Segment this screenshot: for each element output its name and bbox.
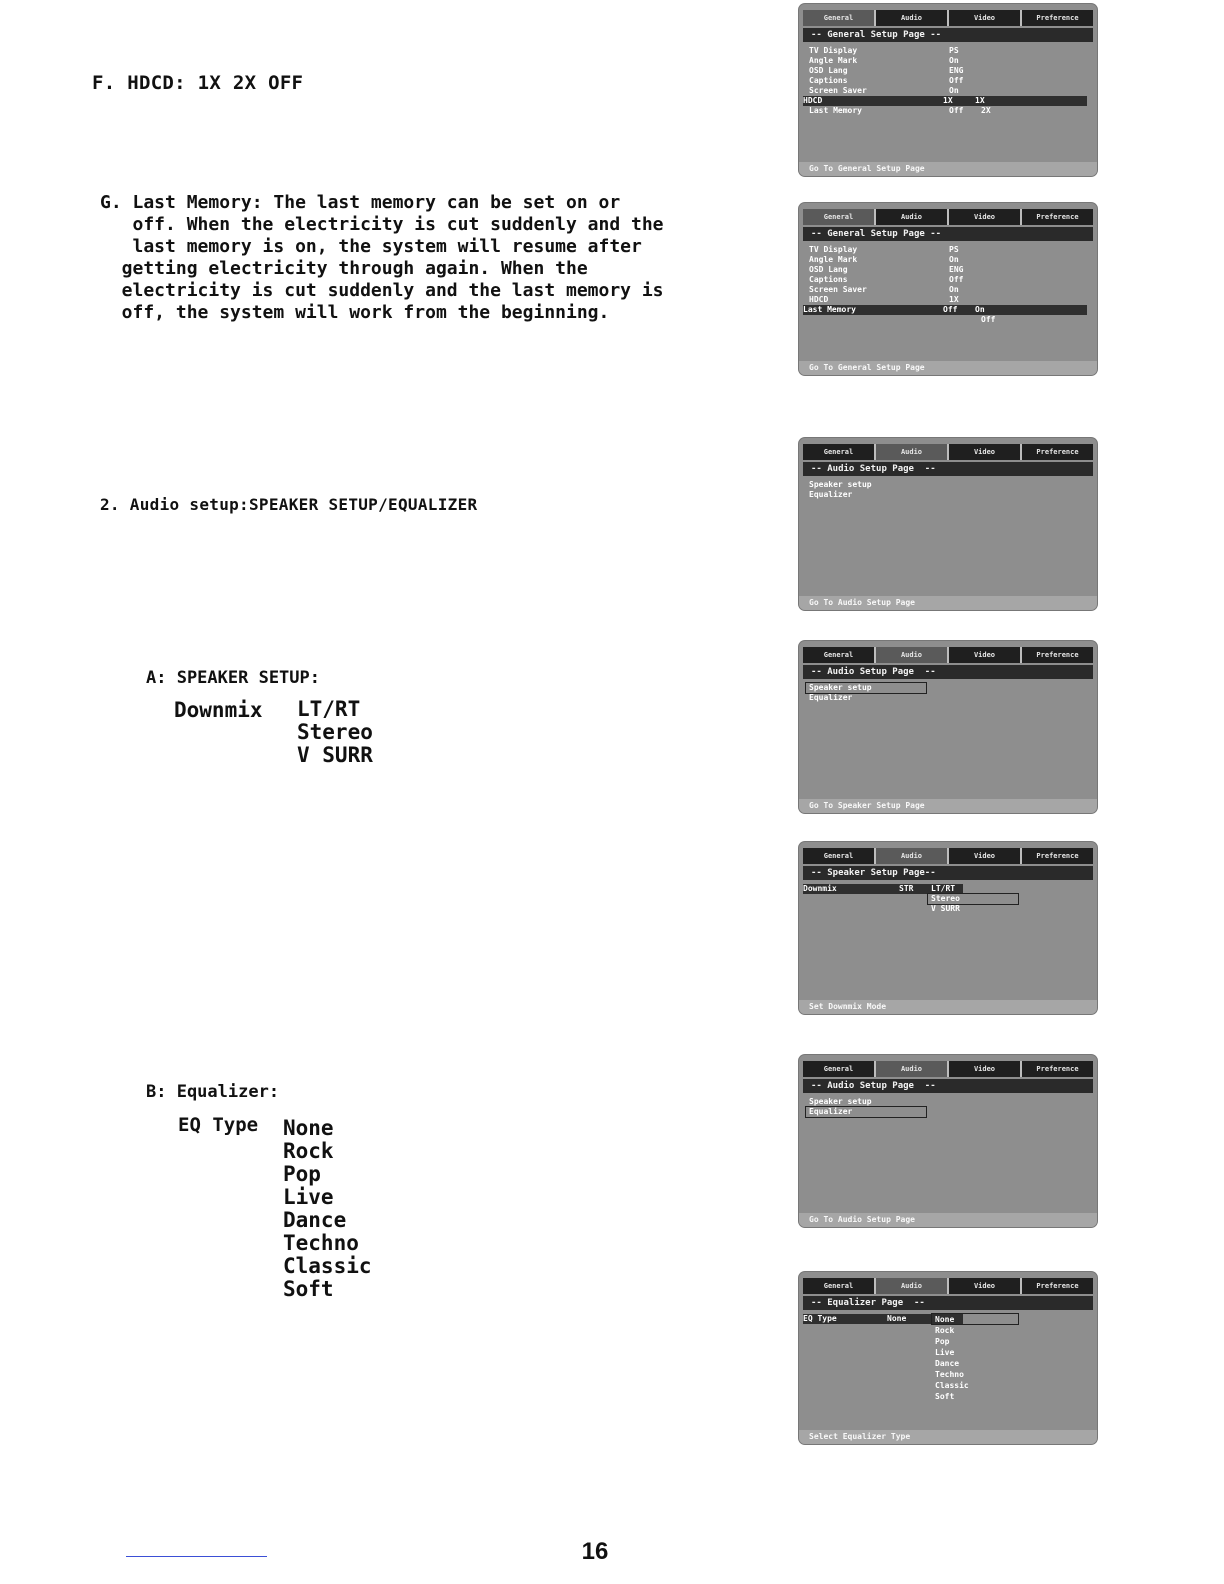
- row-label: TV Display: [809, 46, 858, 55]
- list-item: Rock: [935, 1326, 955, 1335]
- row-label: OSD Lang: [809, 66, 848, 75]
- list-item: None: [935, 1315, 955, 1324]
- list-item: Pop: [283, 1162, 321, 1186]
- list-item: V SURR: [931, 904, 960, 913]
- tab-video: Video: [949, 444, 1020, 460]
- tab-preference: Preference: [1022, 209, 1093, 225]
- osd-menu-row: [809, 76, 1093, 86]
- row-value: On: [949, 56, 959, 65]
- speaker-setup-heading: A: SPEAKER SETUP:: [146, 668, 320, 688]
- tab-general: General: [803, 1278, 874, 1294]
- osd-status-bar: Select Equalizer Type: [799, 1430, 1097, 1444]
- osd-tab-bar: [803, 209, 1093, 225]
- selection-box: [805, 1106, 927, 1118]
- row-value: ENG: [949, 265, 964, 274]
- osd-menu-row: [809, 46, 1093, 56]
- list-item: LT/RT: [297, 697, 361, 721]
- osd-status-bar: Go To Audio Setup Page: [799, 1213, 1097, 1227]
- list-item: Rock: [283, 1139, 334, 1163]
- osd-page-header: -- General Setup Page --: [803, 227, 1093, 241]
- list-item: Soft: [283, 1277, 334, 1301]
- paragraph-line: off. When the electricity is cut suddenly and the: [100, 214, 664, 235]
- osd-screen-equalizer: [799, 1272, 1097, 1444]
- row-option: 1X: [975, 96, 985, 105]
- osd-tab-bar: [803, 647, 1093, 663]
- osd-menu-row: [809, 490, 1093, 500]
- paragraph-line: off, the system will work from the beginning.: [100, 302, 610, 323]
- osd-page-header: -- Audio Setup Page --: [803, 1079, 1093, 1093]
- tab-general: General: [803, 1061, 874, 1077]
- osd-menu-row: [809, 56, 1093, 66]
- tab-preference: Preference: [1022, 1278, 1093, 1294]
- osd-page-header: -- Audio Setup Page --: [803, 462, 1093, 476]
- row-label: Speaker setup: [809, 480, 872, 489]
- row-label: Last Memory: [809, 106, 862, 115]
- tab-video: Video: [949, 1061, 1020, 1077]
- row-label: Speaker setup: [809, 683, 872, 692]
- osd-screen-hdcd: [799, 4, 1097, 176]
- tab-general: General: [803, 444, 874, 460]
- list-item: Techno: [283, 1231, 359, 1255]
- paragraph-line: electricity is cut suddenly and the last memory is: [100, 280, 664, 301]
- osd-menu-row: [809, 315, 1093, 325]
- row-label: HDCD: [809, 295, 829, 304]
- row-label: Angle Mark: [809, 255, 858, 264]
- list-item: Classic: [935, 1381, 969, 1390]
- osd-tab-bar: [803, 848, 1093, 864]
- tab-audio: Audio: [876, 10, 947, 26]
- paragraph-line: G. Last Memory: The last memory can be set on or: [100, 192, 621, 213]
- list-item: Stereo: [297, 720, 373, 744]
- osd-tab-bar: [803, 10, 1093, 26]
- osd-page-header: -- Speaker Setup Page--: [803, 866, 1093, 880]
- osd-menu: [803, 46, 1093, 116]
- osd-menu-row-selected: [803, 305, 1087, 315]
- eq-options: [283, 1117, 372, 1301]
- row-value: Off: [949, 106, 964, 115]
- osd-menu-row: [809, 265, 1093, 275]
- paragraph-line: last memory is on, the system will resume after: [100, 236, 642, 257]
- selection-box: [927, 893, 1019, 905]
- osd-screen-speaker-setup: [799, 842, 1097, 1014]
- osd-menu-row: [809, 285, 1093, 295]
- row-value: On: [949, 86, 959, 95]
- row-label: Captions: [809, 275, 848, 284]
- tab-general: General: [803, 848, 874, 864]
- osd-screen-equalizer-select: [799, 1055, 1097, 1227]
- tab-general: General: [803, 209, 874, 225]
- row-label: Downmix: [803, 884, 837, 893]
- osd-page-header: -- Audio Setup Page --: [803, 665, 1093, 679]
- last-memory-paragraph: [100, 192, 664, 324]
- tab-video: Video: [949, 848, 1020, 864]
- tab-audio: Audio: [876, 444, 947, 460]
- list-item: None: [283, 1116, 334, 1140]
- row-value: On: [949, 255, 959, 264]
- osd-screen-audio-setup: [799, 438, 1097, 610]
- osd-menu-row: [809, 106, 1093, 116]
- list-item: Live: [935, 1348, 955, 1357]
- row-label: Equalizer: [809, 1107, 853, 1116]
- row-label: EQ Type: [803, 1314, 837, 1323]
- osd-menu: [803, 884, 1093, 944]
- tab-video: Video: [949, 647, 1020, 663]
- row-label: Captions: [809, 76, 848, 85]
- tab-audio: Audio: [876, 647, 947, 663]
- row-value: PS: [949, 46, 959, 55]
- osd-menu: [803, 1314, 1093, 1409]
- tab-preference: Preference: [1022, 848, 1093, 864]
- row-value: STR: [899, 884, 914, 893]
- osd-page-header: -- General Setup Page --: [803, 28, 1093, 42]
- tab-video: Video: [949, 209, 1020, 225]
- tab-video: Video: [949, 1278, 1020, 1294]
- tab-preference: Preference: [1022, 444, 1093, 460]
- row-label: Speaker setup: [809, 1097, 872, 1106]
- row-value: Off: [943, 305, 958, 314]
- tab-video: Video: [949, 10, 1020, 26]
- osd-menu-row: [809, 66, 1093, 76]
- tab-preference: Preference: [1022, 10, 1093, 26]
- selection-box: [931, 1313, 1019, 1325]
- osd-menu-row: [809, 255, 1093, 265]
- row-value: Off: [949, 76, 964, 85]
- eq-type-label: EQ Type: [178, 1114, 259, 1136]
- selection-box: [805, 682, 927, 694]
- row-value: 1X: [949, 295, 959, 304]
- tab-preference: Preference: [1022, 1061, 1093, 1077]
- row-value: Off: [949, 275, 964, 284]
- page-number: 16: [581, 1538, 609, 1565]
- list-item: Classic: [283, 1254, 372, 1278]
- row-value: None: [887, 1314, 907, 1323]
- osd-menu-row-selected: [803, 96, 1087, 106]
- footer-rule: [126, 1556, 267, 1557]
- equalizer-heading: B: Equalizer:: [146, 1082, 280, 1102]
- list-item: Stereo: [931, 894, 960, 903]
- row-label: Equalizer: [809, 490, 853, 499]
- row-option: 2X: [981, 106, 991, 115]
- osd-status-bar: Set Downmix Mode: [799, 1000, 1097, 1014]
- list-item: V SURR: [297, 743, 373, 767]
- osd-status-bar: Go To General Setup Page: [799, 162, 1097, 176]
- osd-menu-row: [809, 275, 1093, 285]
- tab-audio: Audio: [876, 1278, 947, 1294]
- osd-status-bar: Go To General Setup Page: [799, 361, 1097, 375]
- list-item: Soft: [935, 1392, 955, 1401]
- row-option: Off: [981, 315, 996, 324]
- osd-tab-bar: [803, 444, 1093, 460]
- row-label: Last Memory: [803, 305, 856, 314]
- osd-screen-speaker-select: [799, 641, 1097, 813]
- hdcd-heading: F. HDCD: 1X 2X OFF: [92, 72, 304, 94]
- list-item: Dance: [283, 1208, 347, 1232]
- list-item: LT/RT: [931, 884, 956, 893]
- tab-audio: Audio: [876, 848, 947, 864]
- row-value: ENG: [949, 66, 964, 75]
- osd-menu-row: [809, 693, 1093, 703]
- row-label: Equalizer: [809, 693, 853, 702]
- row-label: Screen Saver: [809, 285, 867, 294]
- tab-preference: Preference: [1022, 647, 1093, 663]
- osd-tab-bar: [803, 1061, 1093, 1077]
- row-value: PS: [949, 245, 959, 254]
- osd-tab-bar: [803, 1278, 1093, 1294]
- downmix-options: [297, 698, 373, 767]
- row-label: TV Display: [809, 245, 858, 254]
- tab-general: General: [803, 10, 874, 26]
- osd-option-list: [935, 1314, 969, 1402]
- osd-menu: [809, 683, 1093, 703]
- row-option: On: [975, 305, 985, 314]
- paragraph-line: getting electricity through again. When the: [100, 258, 588, 279]
- osd-screen-last-memory: [799, 203, 1097, 375]
- list-item: Pop: [935, 1337, 950, 1346]
- row-label: Angle Mark: [809, 56, 858, 65]
- osd-menu: [809, 1097, 1093, 1117]
- row-label: OSD Lang: [809, 265, 848, 274]
- row-label: Screen Saver: [809, 86, 867, 95]
- osd-menu-row: [809, 245, 1093, 255]
- tab-general: General: [803, 647, 874, 663]
- osd-menu-row: [809, 86, 1093, 96]
- osd-menu: [803, 245, 1093, 325]
- list-item: Techno: [935, 1370, 964, 1379]
- row-value: On: [949, 285, 959, 294]
- osd-page-header: -- Equalizer Page --: [803, 1296, 1093, 1310]
- tab-audio: Audio: [876, 1061, 947, 1077]
- osd-menu-row: [809, 295, 1093, 305]
- osd-menu-row: [809, 480, 1093, 490]
- osd-status-bar: Go To Speaker Setup Page: [799, 799, 1097, 813]
- osd-status-bar: Go To Audio Setup Page: [799, 596, 1097, 610]
- audio-setup-heading: 2. Audio setup:SPEAKER SETUP/EQUALIZER: [100, 495, 478, 514]
- tab-audio: Audio: [876, 209, 947, 225]
- row-label: HDCD: [803, 96, 823, 105]
- list-item: Live: [283, 1185, 334, 1209]
- row-value: 1X: [943, 96, 953, 105]
- list-item: Dance: [935, 1359, 960, 1368]
- osd-menu: [809, 480, 1093, 500]
- downmix-label: Downmix: [174, 698, 263, 722]
